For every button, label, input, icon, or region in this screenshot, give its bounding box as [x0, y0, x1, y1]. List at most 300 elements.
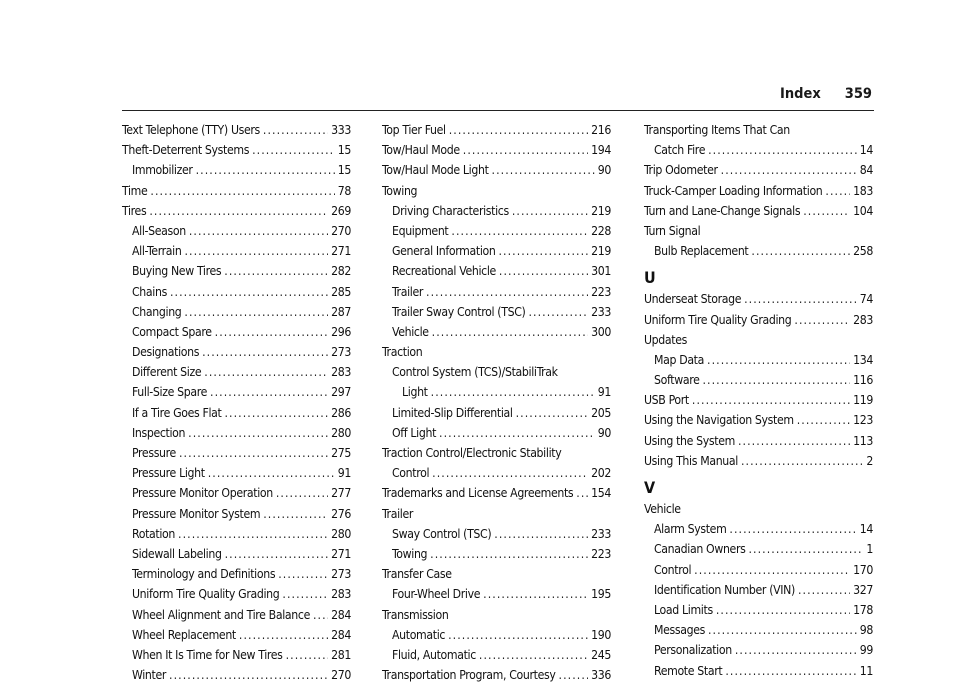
entry-label: Terminology and Definitions: [132, 567, 276, 582]
entry-label: Traction Control/Electronic Stability: [382, 446, 562, 460]
entry-label: Automatic: [392, 627, 446, 642]
entry-page-number: 233: [591, 526, 611, 541]
index-entry: [382, 625, 611, 645]
entry-label: Vehicle: [644, 502, 681, 516]
index-entry: [644, 201, 873, 221]
entry-page-number: 14: [859, 522, 873, 537]
dot-leader: [825, 181, 850, 201]
dot-leader: [797, 410, 850, 430]
entry-page-number: 283: [331, 587, 351, 602]
dot-leader: [313, 605, 328, 625]
dot-leader: [744, 289, 857, 309]
index-entry: [122, 362, 351, 382]
entry-label: Trailer: [392, 284, 424, 299]
index-entry: [644, 181, 873, 201]
dot-leader: [286, 645, 329, 665]
index-entry: [644, 640, 873, 660]
entry-page-number: 233: [591, 304, 611, 319]
index-entry: [122, 584, 351, 604]
index-entry: [644, 620, 873, 640]
entry-label: Transmission: [382, 607, 449, 622]
entry-page-number: 183: [853, 183, 873, 198]
entry-page-number: 113: [853, 433, 873, 448]
entry-page-number: 74: [859, 292, 873, 307]
index-entry: [382, 221, 611, 241]
entry-label: Alarm System: [654, 522, 727, 537]
index-heading: [382, 504, 611, 524]
entry-label: Rotation: [132, 526, 175, 541]
entry-page-number: 273: [331, 567, 351, 582]
entry-page-number: 216: [591, 123, 611, 137]
index-entry: [122, 423, 351, 443]
dot-leader: [150, 181, 334, 201]
entry-page-number: 336: [591, 668, 611, 683]
dot-leader: [528, 302, 588, 322]
index-entry: [382, 423, 611, 443]
entry-page-number: 287: [331, 304, 351, 319]
index-entry: [382, 322, 611, 342]
dot-leader: [741, 451, 863, 471]
entry-label: Wheel Replacement: [132, 627, 236, 642]
index-entry: [122, 524, 351, 544]
entry-page-number: 1: [866, 542, 873, 557]
index-entry: [382, 241, 611, 261]
entry-page-number: 116: [853, 373, 873, 388]
entry-page-number: 276: [331, 506, 351, 521]
entry-label: When It Is Time for New Tires: [132, 647, 283, 662]
entry-label: Tow/Haul Mode Light: [382, 163, 489, 178]
index-entry: [122, 443, 351, 463]
index-entry: [122, 342, 351, 362]
section-title: Index: [780, 86, 821, 102]
index-entry: [382, 584, 611, 604]
dot-leader: [576, 483, 588, 503]
dot-leader: [439, 423, 595, 443]
entry-label: Sway Control (TSC): [392, 526, 492, 541]
dot-leader: [431, 382, 595, 402]
entry-label: Transportation Program, Courtesy: [382, 668, 556, 683]
entry-label: All-Season: [132, 223, 186, 238]
index-entry: [122, 625, 351, 645]
entry-page-number: 195: [591, 587, 611, 602]
entry-label: Control: [654, 562, 692, 577]
index-entry: [382, 544, 611, 564]
dot-leader: [479, 645, 588, 665]
index-entry: [644, 350, 873, 370]
index-entry: [122, 382, 351, 402]
entry-page-number: 273: [331, 345, 351, 360]
dot-leader: [729, 519, 856, 539]
index-heading: [644, 499, 873, 519]
index-heading: [382, 605, 611, 625]
dot-leader: [432, 322, 588, 342]
index-entry: [382, 645, 611, 665]
index-entry: [382, 282, 611, 302]
entry-label: General Information: [392, 244, 496, 259]
index-entry: [644, 310, 873, 330]
index-entry: [122, 160, 351, 180]
dot-leader: [224, 403, 328, 423]
index-column-2: [382, 120, 611, 685]
dot-leader: [803, 201, 850, 221]
entry-page-number: 271: [331, 244, 351, 259]
entry-label: Immobilizer: [132, 163, 193, 178]
index-heading: [382, 362, 611, 382]
entry-page-number: 333: [331, 123, 351, 137]
entry-label: Catch Fire: [654, 143, 706, 158]
dot-leader: [512, 201, 588, 221]
dot-leader: [716, 600, 850, 620]
entry-label: Messages: [654, 623, 705, 638]
entry-page-number: 283: [853, 312, 873, 327]
entry-page-number: 258: [853, 244, 873, 259]
entry-page-number: 91: [597, 385, 611, 400]
entry-page-number: 280: [331, 425, 351, 440]
entry-label: Theft-Deterrent Systems: [122, 143, 250, 158]
entry-page-number: 285: [331, 284, 351, 299]
entry-page-number: 78: [337, 183, 351, 198]
page-number: 359: [844, 86, 872, 102]
index-entry: [644, 160, 873, 180]
header-rule: [122, 110, 874, 111]
index-entry: [122, 403, 351, 423]
index-entry: [122, 504, 351, 524]
dot-leader: [263, 120, 328, 140]
entry-page-number: 286: [331, 405, 351, 420]
index-column-1: [122, 120, 351, 685]
entry-page-number: 275: [331, 446, 351, 460]
index-entry: [122, 241, 351, 261]
entry-page-number: 119: [853, 393, 873, 408]
entry-label: Transporting Items That Can: [644, 123, 790, 137]
entry-page-number: 15: [337, 143, 351, 158]
entry-label: Traction: [382, 345, 423, 360]
entry-page-number: 282: [331, 264, 351, 279]
entry-label: Turn and Lane-Change Signals: [644, 203, 801, 218]
dot-leader: [263, 504, 328, 524]
dot-leader: [210, 382, 328, 402]
entry-label: Towing: [382, 183, 418, 198]
dot-leader: [463, 140, 588, 160]
dot-leader: [692, 390, 850, 410]
dot-leader: [215, 322, 329, 342]
entry-page-number: 219: [591, 244, 611, 259]
entry-label: Pressure Monitor System: [132, 506, 261, 521]
entry-page-number: 11: [859, 663, 873, 678]
index-heading: [644, 330, 873, 350]
dot-leader: [483, 584, 588, 604]
dot-leader: [516, 403, 589, 423]
index-entry: [644, 410, 873, 430]
entry-label: Towing: [392, 546, 428, 561]
dot-leader: [451, 221, 588, 241]
entry-label: Vehicle: [392, 324, 429, 339]
dot-leader: [189, 221, 328, 241]
entry-label: Personalization: [654, 643, 732, 658]
entry-label: Identification Number (VIN): [654, 582, 795, 597]
entry-page-number: 154: [591, 486, 611, 501]
dot-leader: [492, 160, 595, 180]
entry-label: Equipment: [392, 223, 449, 238]
index-entry: [122, 282, 351, 302]
index-entry: [382, 665, 611, 685]
dot-leader: [448, 625, 588, 645]
dot-leader: [188, 423, 328, 443]
entry-label: If a Tire Goes Flat: [132, 405, 222, 420]
entry-page-number: 223: [591, 284, 611, 299]
dot-leader: [276, 483, 328, 503]
entry-label: Text Telephone (TTY) Users: [122, 123, 260, 137]
entry-label: Chains: [132, 284, 167, 299]
entry-label: Trademarks and License Agreements: [382, 486, 574, 501]
entry-label: Trailer: [382, 506, 414, 521]
entry-label: Control: [392, 466, 430, 481]
index-entry: [644, 370, 873, 390]
entry-label: Updates: [644, 332, 687, 347]
entry-label: Fluid, Automatic: [392, 647, 476, 662]
entry-page-number: 281: [331, 647, 351, 662]
index-letter-heading: U: [644, 268, 656, 288]
dot-leader: [494, 524, 588, 544]
index-entry: [382, 483, 611, 503]
entry-label: Remote Start: [654, 663, 723, 678]
entry-page-number: 91: [337, 466, 351, 481]
entry-page-number: 223: [591, 546, 611, 561]
entry-label: Pressure Monitor Operation: [132, 486, 273, 501]
entry-label: Control System (TCS)/StabiliTrak: [392, 365, 558, 380]
entry-label: Time: [122, 183, 148, 198]
entry-label: Limited-Slip Differential: [392, 405, 513, 420]
index-entry: [122, 221, 351, 241]
index-heading: [382, 181, 611, 201]
entry-label: Wheel Alignment and Tire Balance: [132, 607, 310, 622]
entry-label: Canadian Owners: [654, 542, 746, 557]
index-entry: [122, 605, 351, 625]
entry-page-number: 134: [853, 352, 873, 367]
dot-leader: [196, 160, 335, 180]
entry-page-number: 277: [331, 486, 351, 501]
index-entry: [644, 600, 873, 620]
entry-page-number: 90: [597, 425, 611, 440]
index-heading: [382, 342, 611, 362]
dot-leader: [748, 539, 863, 559]
index-heading: [644, 221, 873, 241]
entry-label: Four-Wheel Drive: [392, 587, 481, 602]
dot-leader: [559, 665, 589, 685]
dot-leader: [426, 282, 588, 302]
entry-page-number: 271: [331, 546, 351, 561]
dot-leader: [449, 120, 588, 140]
entry-page-number: 300: [591, 324, 611, 339]
dot-leader: [794, 310, 850, 330]
entry-label: All-Terrain: [132, 244, 182, 259]
entry-label: Load Limits: [654, 602, 713, 617]
index-entry: [122, 544, 351, 564]
entry-page-number: 270: [331, 223, 351, 238]
index-entry: [382, 160, 611, 180]
index-entry: [382, 463, 611, 483]
dot-leader: [282, 584, 328, 604]
dot-leader: [694, 560, 850, 580]
dot-leader: [432, 463, 588, 483]
dot-leader: [735, 640, 857, 660]
entry-label: Uniform Tire Quality Grading: [132, 587, 280, 602]
dot-leader: [498, 241, 588, 261]
entry-page-number: 14: [859, 143, 873, 158]
index-entry: [122, 261, 351, 281]
entry-label: Light: [402, 385, 428, 400]
index-entry: [122, 322, 351, 342]
index-entry: [382, 120, 611, 140]
entry-label: Different Size: [132, 365, 202, 380]
entry-page-number: 296: [331, 324, 351, 339]
entry-label: Winter: [132, 668, 167, 683]
index-letter-heading: V: [644, 478, 656, 497]
index-entry: [644, 241, 873, 261]
entry-label: Trip Odometer: [644, 163, 718, 178]
entry-page-number: 98: [859, 623, 873, 638]
entry-label: Map Data: [654, 352, 705, 367]
dot-leader: [499, 261, 588, 281]
dot-leader: [708, 140, 857, 160]
entry-page-number: 170: [853, 562, 873, 577]
entry-label: Buying New Tires: [132, 264, 222, 279]
entry-page-number: 104: [853, 203, 873, 218]
entry-label: Using the System: [644, 433, 735, 448]
index-entry: [382, 261, 611, 281]
index-entry: [644, 140, 873, 160]
index-entry: [122, 665, 351, 685]
entry-page-number: 301: [591, 264, 611, 279]
entry-label: Trailer Sway Control (TSC): [392, 304, 526, 319]
dot-leader: [278, 564, 328, 584]
index-entry: [382, 524, 611, 544]
entry-page-number: 280: [331, 526, 351, 541]
index-entry: [644, 451, 873, 471]
entry-page-number: 327: [853, 582, 873, 597]
entry-label: Driving Characteristics: [392, 203, 509, 218]
dot-leader: [149, 201, 328, 221]
entry-label: Bulb Replacement: [654, 244, 749, 259]
entry-page-number: 297: [331, 385, 351, 400]
entry-page-number: 269: [331, 203, 351, 218]
entry-label: Turn Signal: [644, 223, 701, 238]
index-heading: [382, 443, 611, 463]
entry-page-number: 205: [591, 405, 611, 420]
dot-leader: [798, 580, 850, 600]
dot-leader: [430, 544, 588, 564]
index-entry: [382, 302, 611, 322]
index-entry: [644, 519, 873, 539]
entry-label: Off Light: [392, 425, 437, 440]
index-entry: [382, 403, 611, 423]
entry-page-number: 270: [331, 668, 351, 683]
entry-label: USB Port: [644, 393, 689, 408]
entry-page-number: 15: [337, 163, 351, 178]
dot-leader: [702, 370, 850, 390]
dot-leader: [184, 241, 328, 261]
dot-leader: [738, 431, 850, 451]
entry-label: Sidewall Labeling: [132, 546, 222, 561]
entry-page-number: 284: [331, 607, 351, 622]
entry-page-number: 194: [591, 143, 611, 158]
index-entry: [644, 390, 873, 410]
index-column-3: [644, 120, 873, 681]
entry-label: Top Tier Fuel: [382, 123, 446, 137]
entry-label: Tow/Haul Mode: [382, 143, 460, 158]
index-entry: [122, 201, 351, 221]
index-heading: [382, 564, 611, 584]
entry-label: Full-Size Spare: [132, 385, 208, 400]
index-entry: [644, 539, 873, 559]
dot-leader: [170, 282, 328, 302]
index-entry: [122, 120, 351, 140]
entry-page-number: 202: [591, 466, 611, 481]
entry-page-number: 2: [866, 453, 873, 468]
index-entry: [382, 140, 611, 160]
entry-label: Recreational Vehicle: [392, 264, 496, 279]
dot-leader: [252, 140, 335, 160]
entry-label: Software: [654, 373, 700, 388]
index-entry: [122, 645, 351, 665]
index-entry: [122, 302, 351, 322]
dot-leader: [224, 261, 328, 281]
entry-label: Using This Manual: [644, 453, 738, 468]
index-entry: [644, 431, 873, 451]
index-entry: [382, 201, 611, 221]
dot-leader: [179, 443, 328, 463]
entry-page-number: 84: [859, 163, 873, 178]
entry-page-number: 190: [591, 627, 611, 642]
entry-label: Using the Navigation System: [644, 413, 794, 428]
index-entry: [644, 289, 873, 309]
dot-leader: [225, 544, 329, 564]
dot-leader: [751, 241, 850, 261]
dot-leader: [708, 620, 857, 640]
dot-leader: [178, 524, 328, 544]
index-entry: [644, 560, 873, 580]
index-entry: [122, 483, 351, 503]
entry-page-number: 283: [331, 365, 351, 380]
dot-leader: [184, 302, 328, 322]
index-heading: [644, 120, 873, 140]
entry-label: Uniform Tire Quality Grading: [644, 312, 792, 327]
dot-leader: [169, 665, 328, 685]
entry-page-number: 123: [853, 413, 873, 428]
entry-label: Tires: [122, 203, 147, 218]
entry-page-number: 245: [591, 647, 611, 662]
entry-page-number: 284: [331, 627, 351, 642]
entry-page-number: 90: [597, 163, 611, 178]
entry-page-number: 219: [591, 203, 611, 218]
entry-label: Changing: [132, 304, 182, 319]
dot-leader: [202, 342, 328, 362]
entry-label: Truck-Camper Loading Information: [644, 183, 823, 198]
dot-leader: [707, 350, 850, 370]
dot-leader: [239, 625, 328, 645]
entry-label: Compact Spare: [132, 324, 212, 339]
dot-leader: [721, 160, 857, 180]
entry-label: Pressure Light: [132, 466, 205, 481]
index-entry: [382, 382, 611, 402]
dot-leader: [204, 362, 328, 382]
index-entry: [644, 580, 873, 600]
entry-label: Inspection: [132, 425, 186, 440]
entry-page-number: 228: [591, 223, 611, 238]
index-entry: [122, 564, 351, 584]
index-entry: [122, 181, 351, 201]
index-entry: [122, 140, 351, 160]
